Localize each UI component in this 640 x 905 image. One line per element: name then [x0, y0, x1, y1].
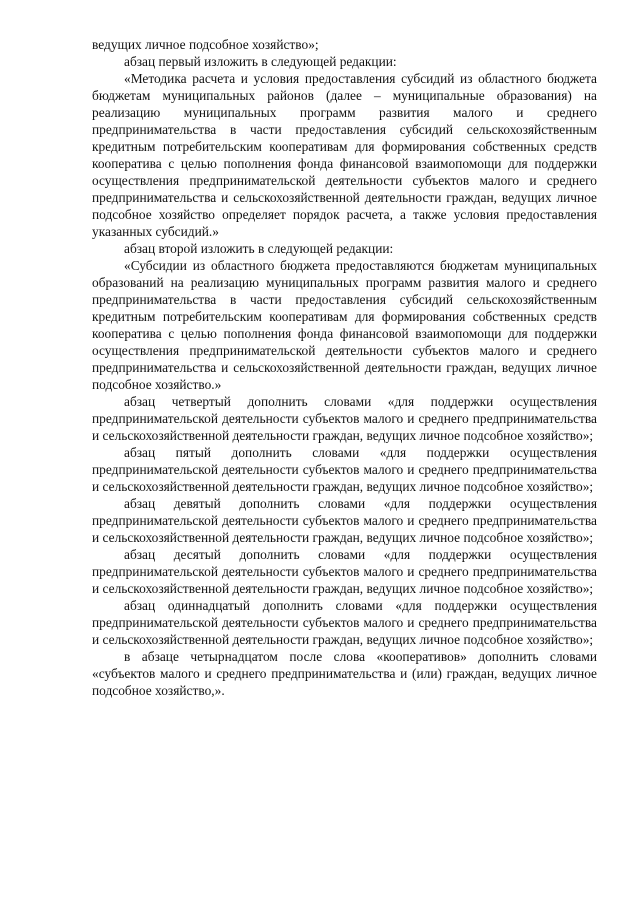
paragraph-continuation: ведущих личное подсобное хозяйство»;	[92, 37, 319, 52]
paragraph-amend-fifth: абзац пятый дополнить словами «для поддержки осуществления предпринимательской деятельности субъектов малого и среднего предпринимательства и сельскохозяйственной деятельности граждан, ведущих личное подсобное хозяйство»;	[92, 445, 597, 494]
paragraph-amend-ninth: абзац девятый дополнить словами «для поддержки осуществления предпринимательской деятельности субъектов малого и среднего предпринимательства и сельскохозяйственной деятельности граждан, ведущих личное подсобное хозяйство»;	[92, 496, 597, 545]
paragraph-instruction-second: абзац второй изложить в следующей редакции:	[124, 241, 394, 256]
paragraph-amend-fourth: абзац четвертый дополнить словами «для поддержки осуществления предпринимательской деятельности субъектов малого и среднего предпринимательства и сельскохозяйственной деятельности граждан, ведущих личное подсобное хозяйство»;	[92, 394, 597, 443]
paragraph-instruction-first: абзац первый изложить в следующей редакции:	[124, 54, 397, 69]
paragraph-amend-eleventh: абзац одиннадцатый дополнить словами «для поддержки осуществления предпринимательской деятельности субъектов малого и среднего предпринимательства и сельскохозяйственной деятельности граждан, ведущих личное подсобное хозяйство»;	[92, 598, 597, 647]
paragraph-amend-fourteenth: в абзаце четырнадцатом после слова «кооперативов» дополнить словами «субъектов малого и среднего предпринимательства и (или) граждан, ведущих личное подсобное хозяйство,».	[92, 649, 597, 698]
document-body	[92, 36, 597, 699]
paragraph-subsidies-quote: «Субсидии из областного бюджета предоставляются бюджетам муниципальных образований на реализацию муниципальных программ развития малого и среднего предпринимательства в части предоставления субсидий сельскохозяйственным кредитным потребительским кооперативам для формирования собственных средств кооператива с целью пополнения фонда финансовой взаимопомощи для поддержки осуществления предпринимательской деятельности субъектов малого и среднего предпринимательства и сельскохозяйственной деятельности граждан, ведущих личное подсобное хозяйство.»	[92, 258, 597, 392]
paragraph-methodology-quote: «Методика расчета и условия предоставления субсидий из областного бюджета бюджетам муниципальных районов (далее – муниципальные образования) на реализацию муниципальных программ развития малого и среднего предпринимательства в части предоставления субсидий сельскохозяйственным кредитным потребительским кооперативам для формирования собственных средств кооператива с целью пополнения фонда финансовой взаимопомощи для поддержки осуществления предпринимательской деятельности субъектов малого и среднего предпринимательства и сельскохозяйственной деятельности граждан, ведущих личное подсобное хозяйство определяет порядок расчета, а также условия предоставления указанных субсидий.»	[92, 71, 597, 239]
paragraph-amend-tenth: абзац десятый дополнить словами «для поддержки осуществления предпринимательской деятельности субъектов малого и среднего предпринимательства и сельскохозяйственной деятельности граждан, ведущих личное подсобное хозяйство»;	[92, 547, 597, 596]
